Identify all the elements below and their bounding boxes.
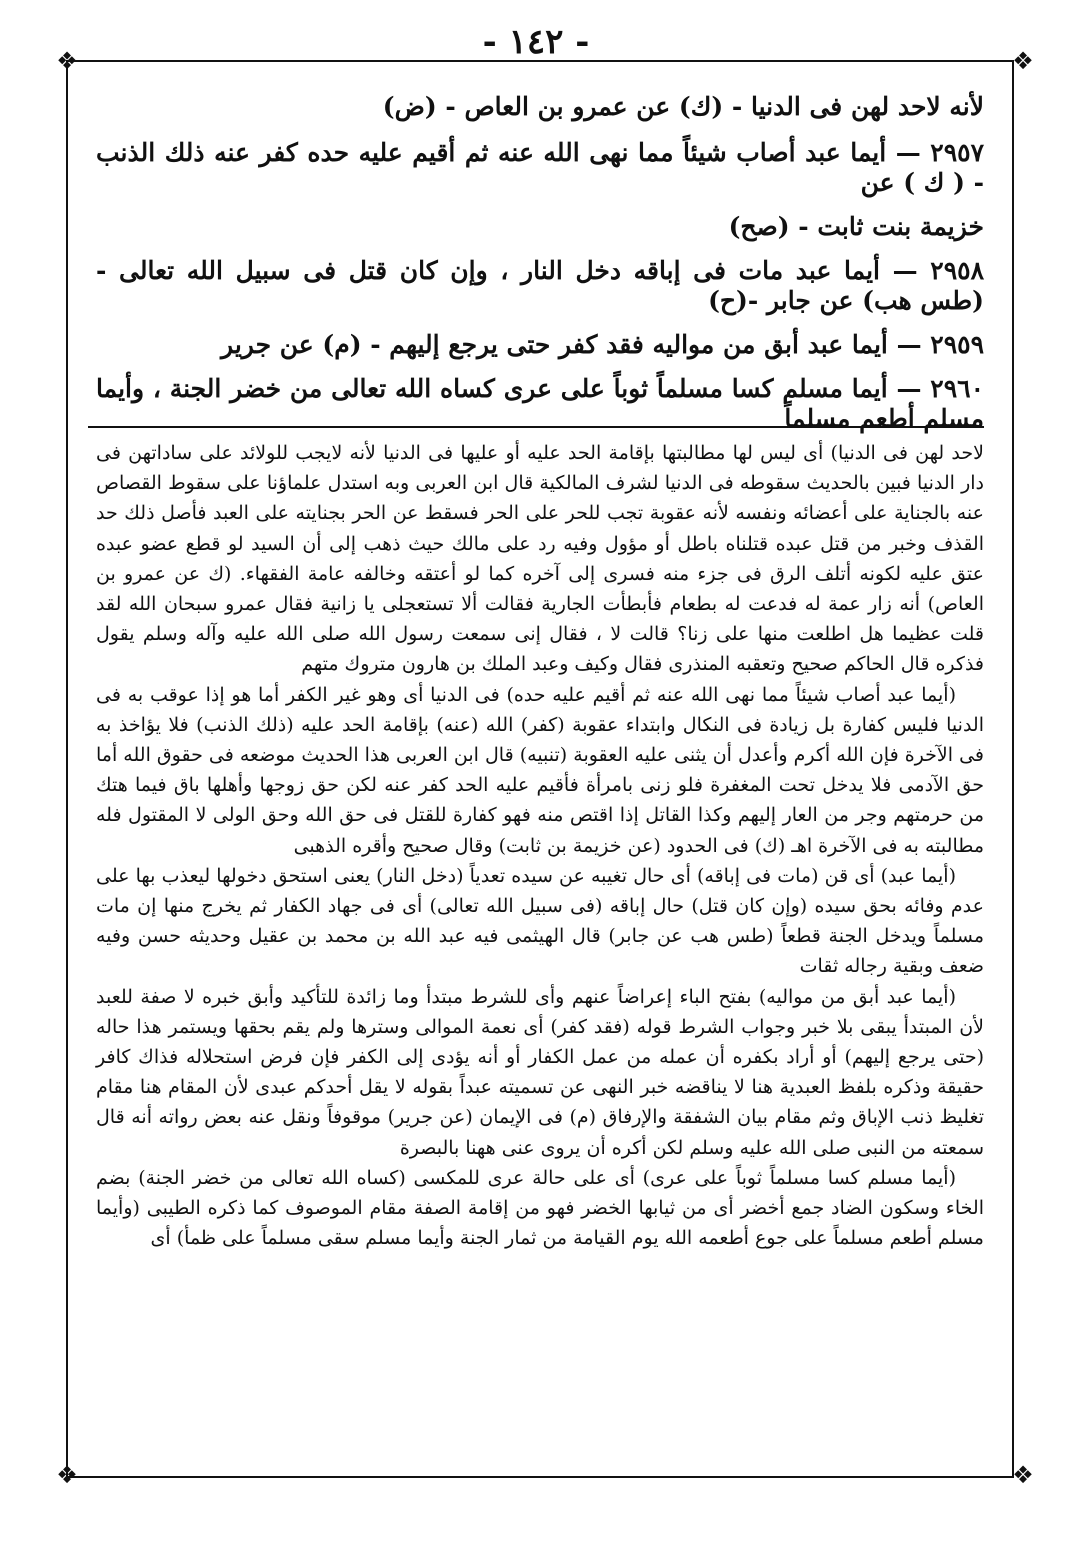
corner-ornament-icon: ❖	[1012, 1461, 1034, 1489]
hadith-2960: ٢٩٦٠ — أيما مسلم كسا مسلماً ثوباً على عرى كساه الله تعالى من خضر الجنة ، وأيما مسلم أطعم مسلماً	[96, 374, 984, 433]
commentary-paragraph: (أيما مسلم كسا مسلماً ثوباً على عرى) أى على حالة عرى للمكسى (كساه الله تعالى من خضر الجنة) بضم الخاء وسكون الضاد جمع أخضر أى من ثيابها الخضر فهو من إقامة الصفة مقام الموصوف كما ذكره الطيبى (وأيما مسلم أطعم مسلماً على جوع أطعمه الله يوم القيامة من ثمار الجنة وأيما مسلم سقى مسلماً على ظمأ) أى	[96, 1166, 984, 1250]
commentary-paragraph: (أيما عبد أصاب شيئاً مما نهى الله عنه ثم أقيم عليه حده) فى الدنيا أى وهو غير الكفر أما هو إذا عوقب به فى الدنيا فليس كفارة بل زيادة فى النكال وابتداء عقوبة (كفر) الله (عنه) بإقامة الحد عليه (ذلك الذنب) فلا يؤاخذ به فى الآخرة فإن الله أكرم وأعدل أن يثنى عليه العقوبة (تنبيه) قال ابن العربى هذا الحديث موضعه فى حقوق الله أما حق الآدمى فلا يدخل تحت المغفرة فلو زنى بامرأة فأقيم عليه الحد كفر عنه لكن حق زوجها وأهلها باق فيما هتك من حرمتهم وجر من العار إليهم وكذا القاتل إذا اقتص منه فهو كفارة للقتل فى حق الله وحق الولى لا المقتول فله مطالبته به فى الآخرة اهـ (ك) فى الحدود (عن خزيمة بن ثابت) وقال صحيح وأقره الذهبى	[96, 683, 984, 857]
corner-ornament-icon: ❖	[1012, 47, 1034, 75]
hadith-2957: ٢٩٥٧ — أيما عبد أصاب شيئاً مما نهى الله عنه ثم أقيم عليه حده كفر عنه ذلك الذنب - ( ك ) عن	[96, 138, 984, 197]
commentary-paragraph: (أيما عبد) أى قن (مات فى إباقه) أى حال تغيبه عن سيده تعدياً (دخل النار) يعنى استحق دخولها ليعذب بها على عدم وفائه بحق سيده (وإن كان قتل) حال إباقه (فى سبيل الله تعالى) أى فى جهاد الكفار ثم يخرج منها إن مات مسلماً ويدخل الجنة قطعاً (طس هب عن جابر) قال الهيثمى فيه عبد الله بن محمد بن عقيل وحديثه حسن وفيه ضعف وبقية رجاله ثقات	[96, 864, 984, 978]
page-number: - ١٤٢ -	[482, 22, 590, 62]
commentary-section	[96, 438, 984, 1253]
corner-ornament-icon: ❖	[56, 1461, 78, 1489]
hadith-2959: ٢٩٥٩ — أيما عبد أبق من مواليه فقد كفر حتى يرجع إليهم - (م) عن جرير	[221, 330, 984, 359]
section-divider	[88, 426, 984, 428]
commentary-paragraph: لاحد لهن فى الدنيا) أى ليس لها مطالبتها بإقامة الحد عليه أو عليها فى الدنيا لأنه لايجب للولائد على ساداتهن فى دار الدنيا فبين بالحديث سقوطه فى الدنيا لشرف المالكية قال ابن العربى وبه استدل علماؤنا على سقوط القصاص عنه بالجناية على أعضائه ونفسه لأنه عقوبة تجب للحر على الحر فسقط عن الحر بجنايته على العبد فأصل ذلك حد القذف وخبر من قتل عبده قتلناه باطل أو مؤول وفيه رد على مالك حيث ذهب إلى أن السيد لو قطع عضو عبده عتق عليه لكونه أتلف الرق فى جزء منه فسرى إلى آخره كما لو أعتقه وخالفه عامة الفقهاء. (ك عن عمرو بن العاص) أنه زار عمة له فدعت له بطعام فأبطأت الجارية فقالت ألا تستعجلى يا زانية فقال عمرو سبحان الله لقد قلت عظيما هل اطلعت منها على زنا؟ قالت لا ، فقال إنى سمعت رسول الله صلى الله عليه وآله وسلم يقول فذكره قال الحاكم صحيح وتعقبه المنذرى فقال وكيف وعبد الملك بن هارون متروك متهم	[96, 442, 984, 676]
commentary-paragraph: (أيما عبد أبق من مواليه) بفتح الباء إعراضاً عنهم وأى للشرط مبتدأ وما زائدة للتأكيد وأبق خبره لا صفة للعبد لأن المبتدأ يبقى بلا خبر وجواب الشرط قوله (فقد كفر) أى نعمة الموالى وسترها ولم يقم بحقها ويستمر هذا حاله (حتى يرجع إليهم) أو أراد بكفره أن عمله من عمل الكفار أو أنه يؤدى إلى الكفر فإن فرض استحلاله فذاك كافر حقيقة وذكره بلفظ العبدية هنا لا يناقضه خبر النهى عن تسميته عبداً بقوله لا يقل أحدكم عبدى لأن المقام هنا مقام تغليظ ذنب الإباق وثم مقام بيان الشفقة والإرفاق (م) فى الإيمان (عن جرير) موقوفاً ونقل عنه بعض رواته أنه قال سمعته من النبى صلى الله عليه وسلم لكن أكره أن يروى عنى ههنا بالبصرة	[96, 985, 984, 1159]
hadith-2957-narrator: خزيمة بنت ثابت - (صح)	[728, 212, 984, 241]
corner-ornament-icon: ❖	[56, 47, 78, 75]
hadith-continuation: لأنه لاحد لهن فى الدنيا - (ك) عن عمرو بن العاص - (ض)	[382, 92, 984, 121]
hadith-2958: ٢٩٥٨ — أيما عبد مات فى إباقه دخل النار ، وإن كان قتل فى سبيل الله تعالى - (طس هب) عن جابر -(ح)	[96, 256, 984, 315]
hadith-text-section	[96, 92, 984, 448]
